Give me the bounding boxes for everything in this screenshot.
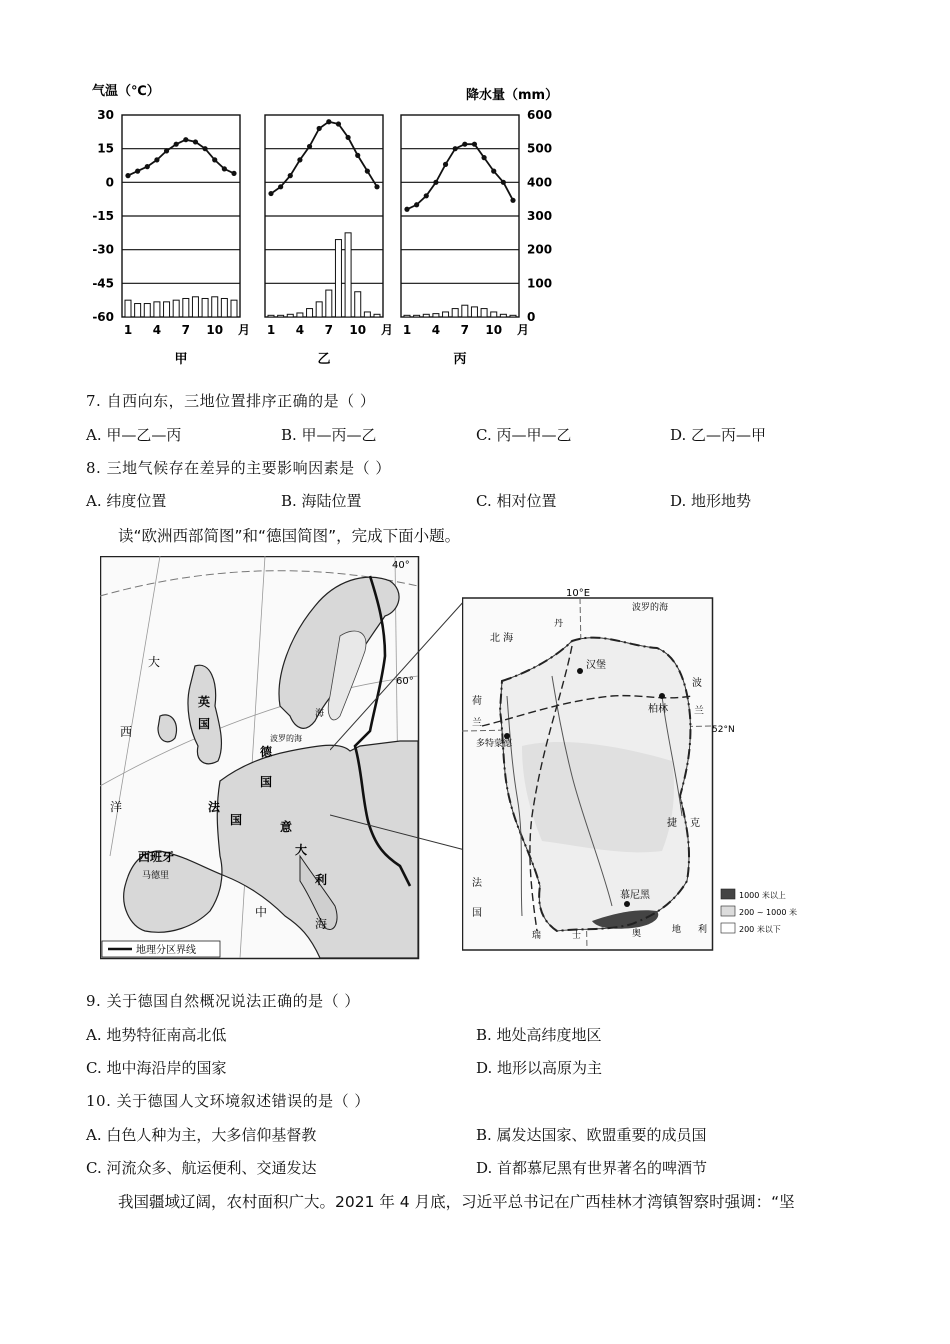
- temp-point: [453, 146, 458, 151]
- precip-bar: [192, 297, 198, 317]
- question-7-stem: 7. 自西向东，三地位置排序正确的是（ ）: [86, 392, 376, 410]
- svg-text:西: 西: [120, 725, 133, 739]
- svg-text:洋: 洋: [110, 800, 123, 814]
- temp-tick: -45: [92, 276, 114, 291]
- temp-point: [222, 166, 227, 171]
- svg-text:荷: 荷: [472, 696, 482, 707]
- temp-tick: 15: [97, 141, 114, 156]
- svg-text:兰: 兰: [694, 706, 704, 717]
- temp-point: [193, 139, 198, 144]
- legend-high: 1000 米以上: [739, 891, 786, 900]
- svg-text:地: 地: [672, 925, 682, 935]
- precip-bar: [278, 315, 284, 317]
- temp-tick: -30: [92, 242, 114, 257]
- climate-charts: [80, 75, 580, 375]
- temp-point: [404, 207, 409, 212]
- precip-bar: [355, 292, 361, 317]
- month-tick: 月: [380, 323, 394, 337]
- temp-point: [501, 180, 506, 185]
- question-10-stem: 10. 关于德国人文环境叙述错误的是（ ）: [86, 1092, 370, 1110]
- germany-map: [462, 586, 817, 954]
- reading-instruction: 读“欧洲西部简图”和“德国简图”，完成下面小题。: [118, 527, 461, 545]
- svg-text:海: 海: [315, 917, 328, 931]
- legend-low: 200 米以下: [739, 925, 781, 934]
- month-tick: 10: [485, 323, 503, 337]
- precip-bar: [202, 298, 208, 317]
- precip-bar: [326, 290, 332, 317]
- q9-option-c[interactable]: C. 地中海沿岸的国家: [86, 1059, 227, 1077]
- precip-bar: [183, 298, 189, 317]
- climate-panel: [401, 115, 529, 367]
- germany-lon-label: 10°E: [566, 588, 591, 599]
- svg-text:丹: 丹: [554, 619, 564, 629]
- precip-bar: [144, 304, 150, 317]
- svg-text:大: 大: [295, 843, 308, 857]
- precip-bar: [316, 302, 322, 317]
- temp-point: [326, 119, 331, 124]
- temp-point: [307, 144, 312, 149]
- precip-bar: [491, 312, 497, 317]
- svg-text:波罗的海: 波罗的海: [632, 603, 669, 613]
- precip-tick: 600: [527, 108, 553, 122]
- precip-bar: [125, 300, 131, 317]
- month-tick: 1: [123, 323, 133, 337]
- temp-point: [433, 180, 438, 185]
- month-tick: 7: [460, 323, 469, 337]
- month-tick: 1: [402, 323, 412, 337]
- q10-option-d[interactable]: D. 首都慕尼黑有世界著名的啤酒节: [476, 1159, 708, 1177]
- temp-tick: -15: [92, 209, 114, 223]
- temp-point: [317, 126, 322, 131]
- precip-bar: [510, 315, 516, 317]
- precip-bar: [452, 309, 458, 317]
- temp-point: [336, 121, 341, 126]
- svg-text:法: 法: [472, 878, 482, 889]
- precip-bar: [297, 313, 303, 317]
- climate-panel: [122, 115, 250, 367]
- temp-point: [365, 169, 370, 174]
- temp-point: [145, 164, 150, 169]
- precip-bar: [471, 307, 477, 317]
- temp-point: [345, 135, 350, 140]
- temp-tick-labels: [92, 108, 114, 324]
- panel-label: 丙: [453, 352, 467, 367]
- q7-option-d[interactable]: D. 乙—丙—甲: [670, 426, 767, 444]
- month-tick: 4: [431, 323, 441, 337]
- temp-point: [174, 142, 179, 147]
- svg-text:多特蒙德: 多特蒙德: [476, 739, 513, 749]
- precip-tick-labels: [527, 108, 552, 324]
- precip-bar: [423, 314, 429, 317]
- precip-bar: [462, 305, 468, 317]
- q8-option-c[interactable]: C. 相对位置: [476, 492, 557, 510]
- closing-passage: 我国疆域辽阔，农村面积广大。2021 年 4 月底，习近平总书记在广西桂林才湾镇智察时强调：“坚: [118, 1193, 795, 1211]
- precip-bar: [374, 314, 380, 317]
- svg-text:柏林: 柏林: [648, 704, 668, 715]
- svg-text:北 海: 北 海: [490, 633, 514, 644]
- month-tick: 月: [516, 323, 530, 337]
- precip-bar: [212, 297, 218, 317]
- temp-point: [443, 162, 448, 167]
- precip-bar: [221, 298, 227, 317]
- q9-option-d[interactable]: D. 地形以高原为主: [476, 1059, 603, 1077]
- precip-bar: [404, 315, 410, 317]
- panel-label: 甲: [174, 352, 188, 367]
- precip-bar: [164, 302, 170, 317]
- svg-text:海: 海: [315, 709, 325, 719]
- climate-panels: [122, 115, 529, 367]
- svg-text:国: 国: [198, 717, 211, 731]
- germany-lat-label: 52°N: [712, 725, 735, 735]
- europe-lon-40: 40°: [392, 560, 410, 571]
- temp-point: [472, 142, 477, 147]
- month-tick: 月: [237, 323, 251, 337]
- svg-text:意: 意: [280, 820, 293, 834]
- temp-point: [297, 157, 302, 162]
- svg-text:大: 大: [148, 655, 161, 669]
- temp-point: [510, 198, 515, 203]
- month-tick: 1: [266, 323, 276, 337]
- q8-option-a[interactable]: A. 纬度位置: [86, 492, 167, 510]
- climate-panel: [265, 115, 393, 367]
- precip-tick: 400: [527, 175, 553, 190]
- svg-text:波: 波: [692, 678, 702, 689]
- europe-legend-label: 地理分区界线: [136, 945, 196, 956]
- precip-bar: [364, 312, 370, 317]
- precip-bar: [268, 315, 274, 317]
- svg-text:国: 国: [472, 908, 482, 919]
- panel-label: 乙: [317, 352, 331, 367]
- precip-bar: [135, 304, 141, 317]
- precip-tick: 200: [527, 242, 553, 257]
- svg-text:克: 克: [690, 818, 700, 829]
- svg-text:汉堡: 汉堡: [586, 660, 606, 671]
- temp-point: [278, 184, 283, 189]
- q8-option-d[interactable]: D. 地形地势: [670, 492, 752, 510]
- precip-bar: [335, 240, 341, 317]
- temp-point: [481, 155, 486, 160]
- temp-point: [135, 169, 140, 174]
- q7-option-b[interactable]: B. 甲—丙—乙: [281, 426, 377, 444]
- temp-point: [125, 173, 130, 178]
- precip-bar: [307, 309, 313, 317]
- precip-bar: [414, 315, 420, 317]
- precip-bar: [443, 312, 449, 317]
- q7-option-c[interactable]: C. 丙—甲—乙: [476, 426, 572, 444]
- europe-lat-60: 60°: [396, 676, 414, 687]
- temp-point: [164, 148, 169, 153]
- q7-option-a[interactable]: A. 甲—乙—丙: [86, 426, 182, 444]
- precip-tick: 500: [527, 141, 553, 156]
- month-tick: 10: [349, 323, 367, 337]
- temp-point: [183, 137, 188, 142]
- svg-text:西班牙: 西班牙: [138, 850, 175, 864]
- month-tick: 4: [295, 323, 305, 337]
- svg-text:英: 英: [198, 695, 211, 709]
- precip-axis-label: 降水量（mm）: [466, 88, 559, 103]
- svg-text:马德里: 马德里: [142, 871, 170, 881]
- legend-mid: 200 ~ 1000 米: [739, 908, 797, 917]
- temp-point: [424, 193, 429, 198]
- precip-bar: [154, 302, 160, 317]
- month-tick: 4: [152, 323, 162, 337]
- svg-text:兰: 兰: [472, 718, 482, 729]
- temp-tick: -60: [92, 310, 114, 324]
- svg-text:利: 利: [698, 925, 708, 935]
- map-connector-lines: [330, 595, 470, 855]
- svg-text:奥: 奥: [632, 929, 642, 939]
- precip-tick: 100: [527, 276, 553, 291]
- precip-bar: [433, 314, 439, 317]
- q10-option-a[interactable]: A. 白色人种为主，大多信仰基督教: [86, 1126, 317, 1144]
- temp-point: [462, 142, 467, 147]
- precip-tick: 300: [527, 209, 553, 223]
- svg-text:捷: 捷: [667, 818, 677, 829]
- svg-text:中: 中: [255, 905, 268, 919]
- svg-text:士: 士: [572, 931, 582, 941]
- month-tick: 10: [206, 323, 224, 337]
- precip-bar: [231, 300, 237, 317]
- precip-bar: [287, 314, 293, 317]
- temp-point: [491, 169, 496, 174]
- q10-option-c[interactable]: C. 河流众多、航运便利、交通发达: [86, 1159, 317, 1177]
- temp-tick: 30: [97, 108, 114, 122]
- temp-point: [212, 157, 217, 162]
- temp-point: [231, 171, 236, 176]
- svg-text:德: 德: [260, 745, 273, 759]
- temp-point: [414, 202, 419, 207]
- svg-text:波罗的海: 波罗的海: [270, 734, 302, 743]
- q8-option-b[interactable]: B. 海陆位置: [281, 492, 362, 510]
- svg-text:国: 国: [260, 775, 273, 789]
- precip-tick: 0: [527, 310, 536, 324]
- q10-option-b[interactable]: B. 属发达国家、欧盟重要的成员国: [476, 1126, 707, 1144]
- temp-point: [288, 173, 293, 178]
- temp-point: [355, 153, 360, 158]
- temp-axis-label: 气温（℃）: [92, 84, 160, 99]
- svg-text:国: 国: [230, 813, 243, 827]
- precip-bar: [173, 300, 179, 317]
- temp-point: [154, 157, 159, 162]
- temp-point: [268, 191, 273, 196]
- temp-point: [202, 146, 207, 151]
- temp-point: [374, 184, 379, 189]
- precip-bar: [345, 233, 351, 317]
- temp-tick: 0: [105, 175, 114, 190]
- precip-bar: [481, 309, 487, 317]
- question-8-stem: 8. 三地气候存在差异的主要影响因素是（ ）: [86, 459, 391, 477]
- svg-text:慕尼黑: 慕尼黑: [620, 890, 650, 901]
- svg-text:法: 法: [208, 800, 221, 814]
- svg-text:瑞: 瑞: [532, 931, 542, 941]
- month-tick: 7: [181, 323, 190, 337]
- precip-bar: [500, 314, 506, 317]
- question-9-stem: 9. 关于德国自然概况说法正确的是（ ）: [86, 992, 360, 1010]
- q9-option-b[interactable]: B. 地处高纬度地区: [476, 1026, 602, 1044]
- month-tick: 7: [324, 323, 333, 337]
- svg-text:利: 利: [315, 873, 328, 887]
- q9-option-a[interactable]: A. 地势特征南高北低: [86, 1026, 227, 1044]
